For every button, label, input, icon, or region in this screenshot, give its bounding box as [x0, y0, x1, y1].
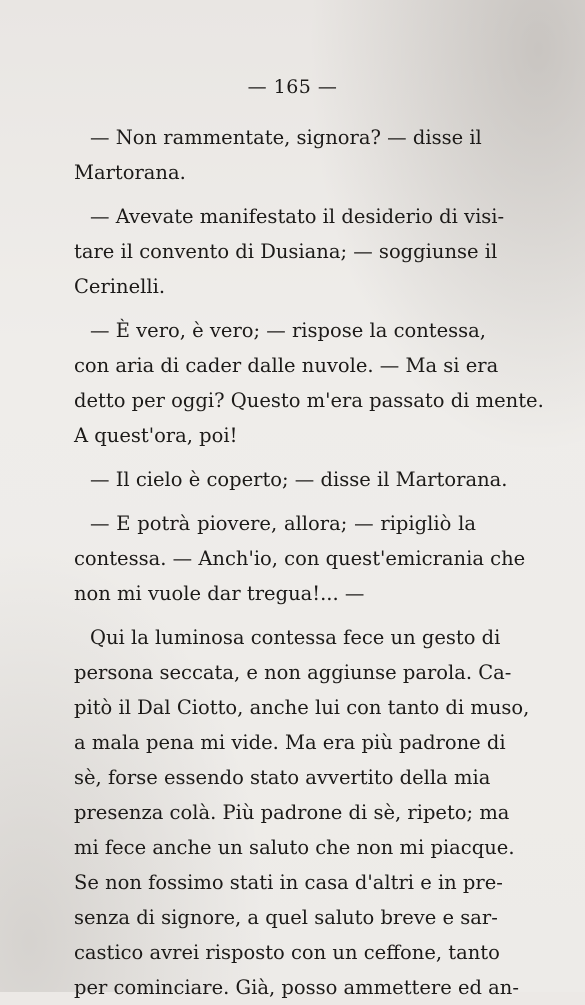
- paragraph: [74, 313, 544, 453]
- text-line: sè, forse essendo stato avvertito della mia: [74, 766, 491, 789]
- page-body: [74, 120, 544, 1005]
- paragraph: [74, 199, 505, 304]
- text-line: Martorana.: [74, 161, 186, 184]
- text-line: Qui la luminosa contessa fece un gesto di: [90, 626, 501, 649]
- text-line: mi fece anche un saluto che non mi piacque.: [74, 836, 515, 859]
- text-line: Cerinelli.: [74, 275, 166, 298]
- paragraph: [74, 462, 508, 497]
- text-line: presenza colà. Più padrone di sè, ripeto; ma: [74, 801, 510, 824]
- paragraph: [74, 506, 526, 611]
- paragraph: [74, 620, 530, 1005]
- text-line: — Avevate manifestato il desiderio di visi-: [90, 205, 505, 228]
- text-line: a mala pena mi vide. Ma era più padrone di: [74, 731, 506, 754]
- text-line: — Il cielo è coperto; — disse il Martorana.: [90, 468, 508, 491]
- text-line: senza di signore, a quel saluto breve e sar-: [74, 906, 498, 929]
- text-line: — È vero, è vero; — rispose la contessa,: [90, 319, 486, 342]
- text-line: castico avrei risposto con un ceffone, tanto: [74, 941, 500, 964]
- text-line: persona seccata, e non aggiunse parola. Ca-: [74, 661, 512, 684]
- text-line: tare il convento di Dusiana; — soggiunse il: [74, 240, 498, 263]
- text-line: pitò il Dal Ciotto, anche lui con tanto di muso,: [74, 696, 530, 719]
- text-line: contessa. — Anch'io, con quest'emicrania che: [74, 547, 526, 570]
- text-line: per cominciare. Già, posso ammettere ed an-: [74, 976, 519, 999]
- page-number: — 165 —: [247, 76, 338, 98]
- text-line: non mi vuole dar tregua!... —: [74, 582, 365, 605]
- text-line: A quest'ora, poi!: [74, 424, 238, 447]
- paragraph: [74, 120, 482, 190]
- text-line: Se non fossimo stati in casa d'altri e in pre-: [74, 871, 503, 894]
- text-line: — E potrà piovere, allora; — ripigliò la: [90, 512, 476, 535]
- text-line: detto per oggi? Questo m'era passato di mente.: [74, 389, 544, 412]
- text-line: con aria di cader dalle nuvole. — Ma si era: [74, 354, 499, 377]
- text-line: — Non rammentate, signora? — disse il: [90, 126, 482, 149]
